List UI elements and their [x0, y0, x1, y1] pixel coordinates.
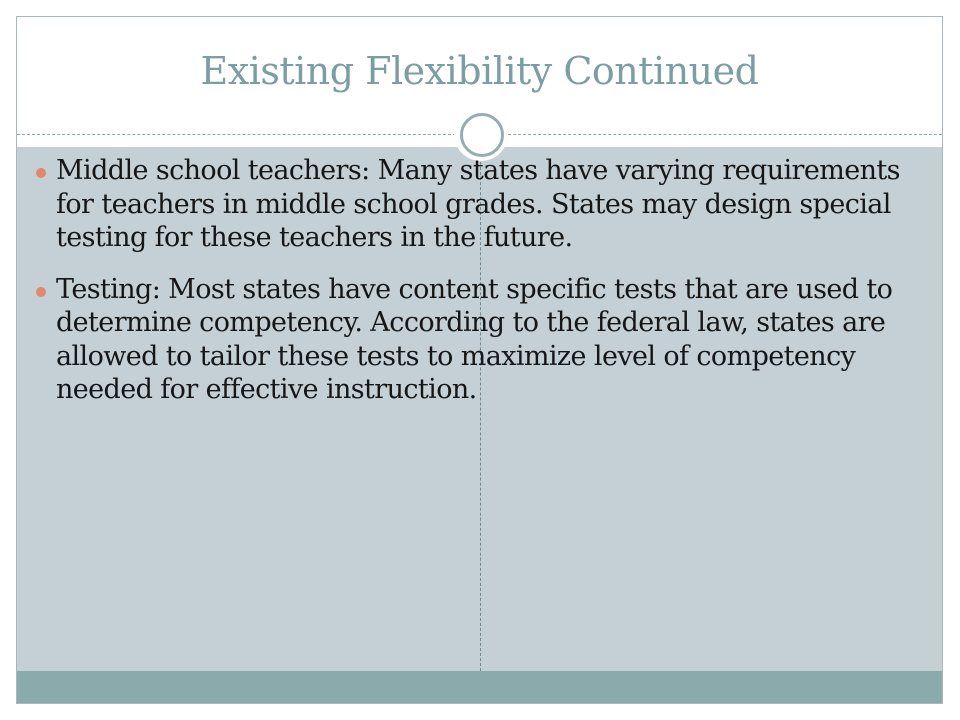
slide-title: Existing Flexibility Continued: [200, 49, 759, 93]
bullet-item: [36, 273, 906, 407]
bullet-dot-icon: [36, 168, 46, 178]
bullet-item: [36, 154, 906, 255]
footer-bar: [17, 671, 942, 704]
bullet-dot-icon: [36, 287, 46, 297]
ring-inner: [460, 113, 504, 157]
bullet-list: [36, 154, 906, 425]
ring-ornament-icon: [454, 107, 508, 161]
bullet-text: Middle school teachers: Many states have varying requirements for teachers in middle school grades. States may design special testing for these teachers in the future.: [56, 155, 900, 253]
bullet-text: Testing: Most states have content specific tests that are used to determine competency. According to the federal law, states are allowed to tailor these tests to maximize level of competency needed for effective instruction.: [56, 273, 893, 405]
